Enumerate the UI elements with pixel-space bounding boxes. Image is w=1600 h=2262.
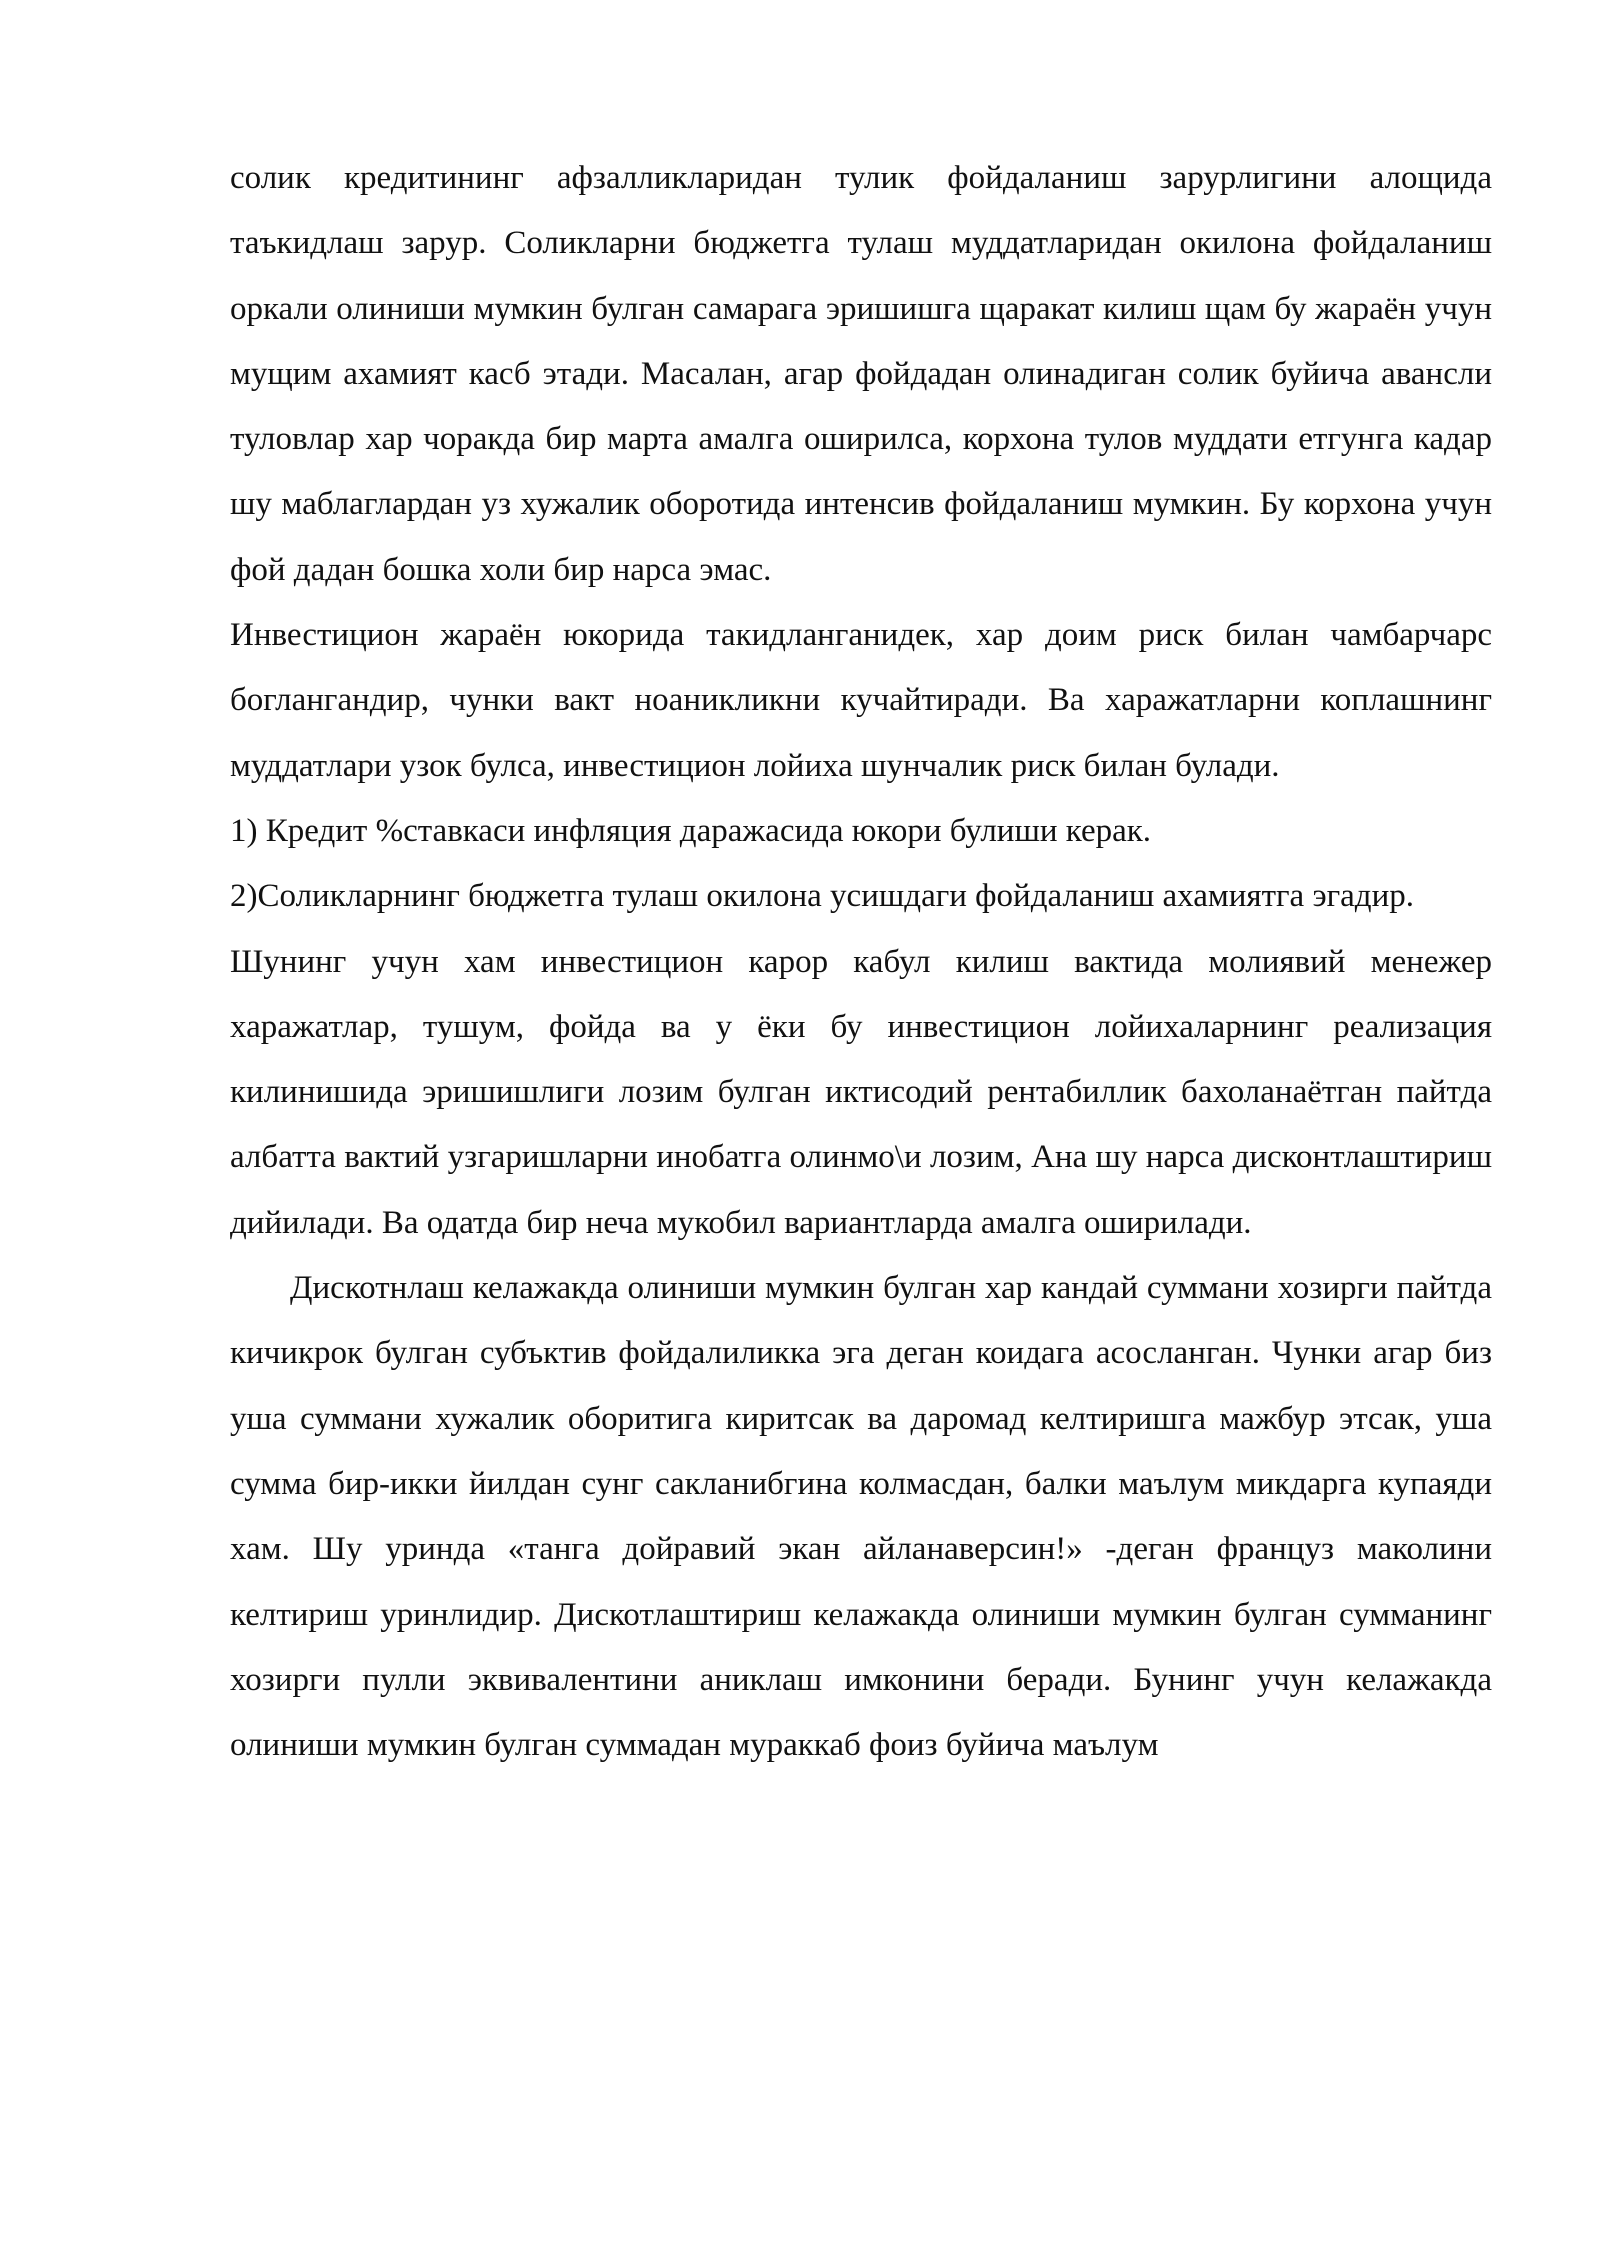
list-item-credit-rate: 1) Кредит %ставкаси инфляция даражасида юкори булиши керак. — [230, 812, 1152, 849]
list-item-tax-budget: 2)Соликларнинг бюджетга тулаш окилона усишдаги фойдаланиш ахамиятга эгадир. — [230, 878, 1415, 915]
paragraph-discounting: Дискотнлаш келажакда олиниши мумкин булган хар кандай суммани хозирги пайтда кичикрок булган субъктив фойдалиликка эга деган коидага асосланган. Чунки агар биз уша суммани хужалик оборитига киритсак ва даромад келтиришга мажбур этсак, уша сумма бир-икки йилдан сунг сакланибгина колмасдан, балки маълум микдарга купаяди хам. Шу уринда «танга дойравий экан айланаверсин!» -деган француз маколини келтириш уринлидир. Дискотлаштириш келажакда олиниши мумкин булган сумманинг хозирги пулли эквивалентини аниклаш имконини беради. Бунинг учун келажакда олиниши мумкин булган суммадан мураккаб фоиз буйича маълум — [230, 1270, 1492, 1764]
paragraph-investment-risk: Инвестицион жараён юкорида такидланганидек, хар доим риск билан чамбарчарс боглангандир, чунки вакт ноаникликни кучайтиради. Ва харажатларни коплашнинг муддатлари узок булса, инвестицион лойиха шунчалик риск билан булади. — [230, 617, 1492, 784]
paragraph-financial-manager: Шунинг учун хам инвестицион карор кабул килиш вактида молиявий менежер харажатлар, тушум, фойда ва у ёки бу инвестицион лойихаларнинг реализация килинишида эришишлиги лозим булган иктисодий рентабиллик бахоланаётган пайтда албатта вактий узгаришларни инобатга олинмо\и лозим, Ана шу нарса дисконтлаштириш дийилади. Ва одатда бир неча мукобил вариантларда амалга оширилади. — [230, 943, 1492, 1241]
document-page — [230, 146, 1492, 1778]
paragraph-tax-credit: солик кредитининг афзалликларидан тулик фойдаланиш зарурлигини алощида таъкидлаш зарур. Соликларни бюджетга тулаш муддатларидан окилона фойдаланиш оркали олиниши мумкин булган самарага эришишга щаракат килиш щам бу жараён учун мущим ахамият касб этади. Масалан, агар фойдадан олинадиган солик буйича авансли туловлар хар чоракда бир марта амалга оширилса, корхона тулов муддати етгунга кадар шу маблаглардан уз хужалик оборотида интенсив фойдаланиш мумкин. Бу корхона учун фой дадан бошка холи бир нарса эмас. — [230, 160, 1492, 588]
